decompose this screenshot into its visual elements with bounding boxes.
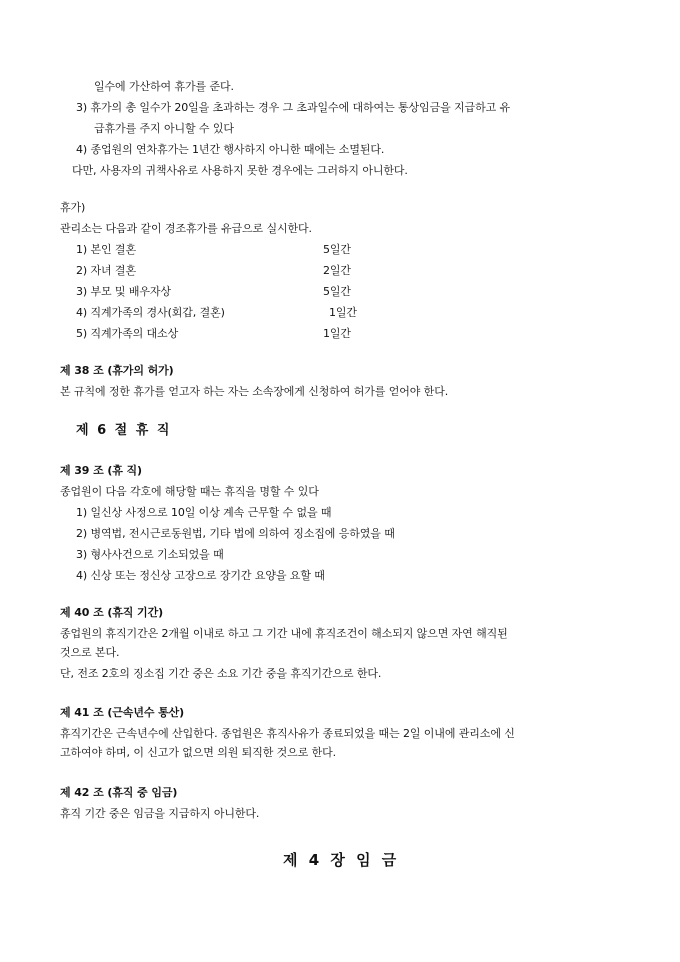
leave-item-days: 1일간: [329, 306, 357, 319]
article-title: 제 42 조 (휴직 중 임금): [60, 786, 178, 799]
leave-item-days: 2일간: [323, 264, 351, 277]
text-line: 일수에 가산하여 휴가를 준다.: [94, 80, 234, 93]
list-item: 1) 일신상 사정으로 10일 이상 계속 근무할 수 없을 때: [76, 506, 332, 519]
leave-item-days: 1일간: [323, 327, 351, 340]
article-body: 고하여야 하며, 이 신고가 없으면 의원 퇴직한 것으로 한다.: [60, 746, 337, 759]
chapter-heading: 제 4 장 임 금: [283, 851, 400, 869]
leave-item-label: 3) 부모 및 배우자상: [76, 285, 171, 298]
text-line: 급휴가를 주지 아니할 수 있다: [94, 122, 234, 135]
text-line: 4) 종업원의 연차휴가는 1년간 행사하지 아니한 때에는 소멸된다.: [76, 143, 385, 156]
list-item: 4) 신상 또는 정신상 고장으로 장기간 요양을 요할 때: [76, 569, 325, 582]
leave-item-label: 2) 자녀 결혼: [76, 264, 136, 277]
article-body: 본 규칙에 정한 휴가를 얻고자 하는 자는 소속장에게 신청하여 허가를 얻어야 한다.: [60, 385, 449, 398]
article-title: 제 41 조 (근속년수 통산): [60, 706, 185, 719]
article-body: 단, 전조 2호의 징소집 기간 중은 소요 기간 중을 휴직기간으로 한다.: [60, 667, 382, 680]
article-body: 휴직기간은 근속년수에 산입한다. 종업원은 휴직사유가 종료되었을 때는 2일 이내에 관리소에 신: [60, 727, 515, 740]
section-heading: 제 6 절 휴 직: [76, 423, 172, 438]
article-body: 종업원이 다음 각호에 해당할 때는 휴직을 명할 수 있다: [60, 485, 319, 498]
article-title: 제 38 조 (휴가의 허가): [60, 364, 174, 377]
article-title: 제 40 조 (휴직 기간): [60, 606, 164, 619]
article-body: 것으로 본다.: [60, 646, 120, 659]
leave-item-days: 5일간: [323, 285, 351, 298]
text-line: 관리소는 다음과 같이 경조휴가를 유급으로 실시한다.: [60, 222, 312, 235]
leave-item-days: 5일간: [323, 243, 351, 256]
text-line: 다만, 사용자의 귀책사유로 사용하지 못한 경우에는 그러하지 아니한다.: [72, 164, 408, 177]
leave-item-label: 5) 직계가족의 대소상: [76, 327, 179, 340]
article-title: 제 39 조 (휴 직): [60, 464, 142, 477]
text-line: 3) 휴가의 총 일수가 20일을 초과하는 경우 그 초과일수에 대하여는 통상임금을 지급하고 유: [76, 101, 511, 114]
list-item: 3) 형사사건으로 기소되었을 때: [76, 548, 224, 561]
leave-item-label: 1) 본인 결혼: [76, 243, 136, 256]
article-body: 휴직 기간 중은 임금을 지급하지 아니한다.: [60, 807, 260, 820]
text-line: 휴가): [60, 201, 86, 214]
list-item: 2) 병역법, 전시근로동원법, 기타 법에 의하여 징소집에 응하였을 때: [76, 527, 395, 540]
leave-item-label: 4) 직계가족의 경사(회갑, 결혼): [76, 306, 225, 319]
article-body: 종업원의 휴직기간은 2개월 이내로 하고 그 기간 내에 휴직조건이 해소되지 않으면 자연 해직된: [60, 627, 508, 640]
